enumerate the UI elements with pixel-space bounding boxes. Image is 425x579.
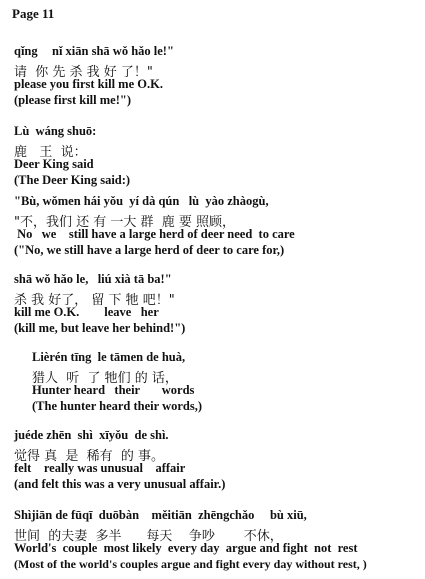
chinese-line: 杀 我 好了， 留 下 牠 吧！"	[14, 293, 175, 308]
english-gloss-line: Deer King said	[14, 157, 94, 171]
pinyin-text: qǐng	[14, 44, 38, 58]
chinese-line: 猎人 听 了 牠们 的 话，	[32, 371, 178, 386]
translation-line: (kill me, but leave her behind!")	[14, 321, 186, 335]
pinyin-line: Lù wáng shuō:	[14, 124, 97, 138]
pinyin-line: juéde zhēn shì xīyǒu de shì.	[14, 428, 169, 442]
english-gloss-line: World's couple most likely every day argue and fight not rest	[14, 541, 358, 555]
chinese-line: 觉得 真 是 稀有 的 事。	[14, 449, 165, 464]
pinyin-line: Shìjiān de fūqī duōbàn měitiān zhēngchǎo bù xiū,	[14, 508, 307, 522]
english-gloss-line: kill me O.K. leave her	[14, 305, 159, 319]
chinese-line: 世间 的夫妻 多半 每天 争吵 不休，	[14, 529, 283, 544]
pinyin-line: shā wǒ hǎo le, liú xià tā ba!"	[14, 272, 172, 286]
pinyin-line: "Bù, wǒmen hái yǒu yí dà qún lù yào zhàogù,	[14, 194, 269, 208]
translation-line: (and felt this was a very unusual affair.)	[14, 477, 226, 491]
translation-line: (please first kill me!")	[14, 93, 131, 107]
translation-line: (Most of the world's couples argue and fight every day without rest, )	[14, 557, 367, 571]
page-number: Page 11	[12, 6, 55, 21]
pinyin-text: nǐ xiān shā wǒ hǎo le!"	[52, 44, 174, 58]
english-gloss-line: No we still have a large herd of deer need to care	[14, 227, 295, 241]
translation-line: (The Deer King said:)	[14, 173, 131, 187]
translation-line: (The hunter heard their words,)	[32, 399, 203, 413]
english-gloss-line: felt really was unusual affair	[14, 461, 186, 475]
chinese-line: 请 你 先 杀 我 好 了！"	[14, 65, 153, 80]
chinese-line: 鹿 王 说：	[14, 145, 87, 160]
english-gloss-line: Hunter heard their words	[32, 383, 195, 397]
pinyin-line: Lièrén tīng le tāmen de huà,	[32, 350, 186, 364]
chinese-line: "不，我们 还 有 一大 群 鹿 要 照顾，	[14, 215, 236, 230]
english-gloss-line: please you first kill me O.K.	[14, 77, 163, 91]
translation-line: ("No, we still have a large herd of deer to care for,)	[14, 243, 285, 257]
